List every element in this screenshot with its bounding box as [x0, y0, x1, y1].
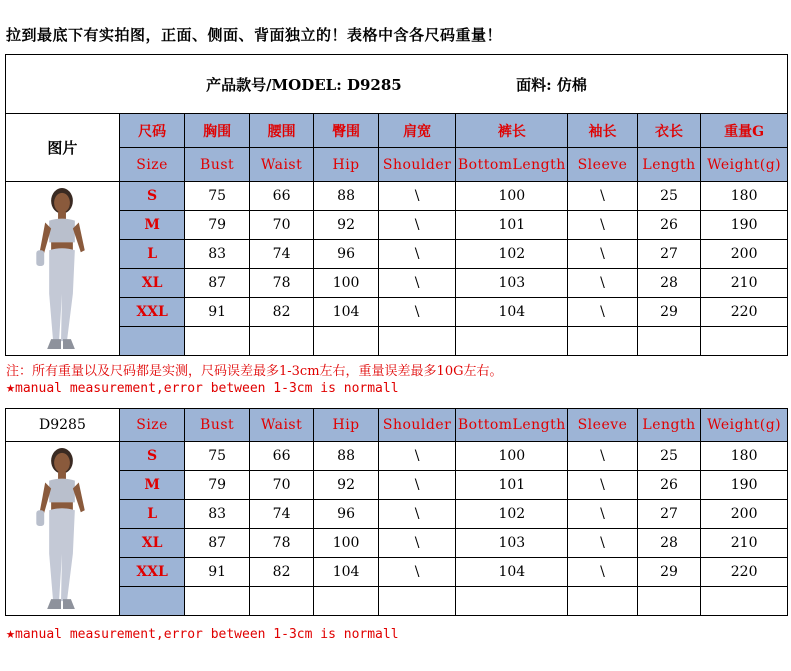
value-cell: \: [378, 182, 456, 211]
value-cell: 75: [185, 182, 249, 211]
empty-cell: [568, 587, 638, 616]
value-cell: \: [568, 269, 638, 298]
model-photo: [27, 185, 97, 353]
value-cell: 92: [314, 471, 378, 500]
header-cn-size: 尺码: [119, 114, 185, 148]
empty-cell: [637, 587, 700, 616]
value-cell: 100: [456, 442, 568, 471]
value-cell: 100: [314, 529, 378, 558]
value-cell: 101: [456, 471, 568, 500]
empty-cell: [314, 587, 378, 616]
photo-cell: [6, 182, 120, 356]
value-cell: 180: [701, 182, 788, 211]
value-cell: 190: [701, 471, 788, 500]
fabric-label: 面料: 仿棉: [516, 75, 587, 94]
size-cell: S: [119, 442, 185, 471]
value-cell: \: [568, 471, 638, 500]
header-en-length: Length: [637, 148, 700, 182]
value-cell: 27: [637, 240, 700, 269]
empty-cell: [185, 327, 249, 356]
header-cn-bust: 胸围: [185, 114, 249, 148]
value-cell: \: [568, 298, 638, 327]
header-en-sleeve: Sleeve: [568, 148, 638, 182]
value-cell: 210: [701, 269, 788, 298]
model-label: 产品款号/MODEL: D9285: [206, 75, 402, 94]
header-en-waist: Waist: [249, 148, 313, 182]
empty-cell: [456, 327, 568, 356]
size-cell: M: [119, 471, 185, 500]
value-cell: 66: [249, 182, 313, 211]
value-cell: 103: [456, 529, 568, 558]
empty-cell: [378, 587, 456, 616]
value-cell: 180: [701, 442, 788, 471]
value-cell: 91: [185, 558, 249, 587]
value-cell: 29: [637, 298, 700, 327]
table2-model: D9285: [6, 409, 120, 442]
value-cell: \: [378, 211, 456, 240]
header-en-hip: Hip: [314, 148, 378, 182]
value-cell: 87: [185, 529, 249, 558]
table-row: [6, 211, 788, 240]
size-cell: L: [119, 240, 185, 269]
value-cell: 88: [314, 182, 378, 211]
value-cell: \: [568, 182, 638, 211]
t2-header-size: Size: [119, 409, 185, 442]
value-cell: \: [378, 558, 456, 587]
size-table-2: [5, 408, 788, 616]
value-cell: 74: [249, 500, 313, 529]
header-en-size: Size: [119, 148, 185, 182]
table-row: [6, 558, 788, 587]
value-cell: 78: [249, 269, 313, 298]
t2-header-shoulder: Shoulder: [378, 409, 456, 442]
value-cell: 82: [249, 558, 313, 587]
value-cell: 91: [185, 298, 249, 327]
size-cell: M: [119, 211, 185, 240]
header-en-weight: Weight(g): [701, 148, 788, 182]
value-cell: 87: [185, 269, 249, 298]
value-cell: \: [378, 500, 456, 529]
empty-cell: [456, 587, 568, 616]
table-row: [6, 529, 788, 558]
value-cell: \: [568, 558, 638, 587]
t2-header-weight: Weight(g): [701, 409, 788, 442]
empty-cell: [185, 587, 249, 616]
header-cn-sleeve: 袖长: [568, 114, 638, 148]
note-english-1-text: manual measurement,error between 1-3cm is normall: [15, 381, 399, 396]
value-cell: 200: [701, 240, 788, 269]
empty-cell: [314, 327, 378, 356]
table-row: [6, 471, 788, 500]
size-cell: L: [119, 500, 185, 529]
value-cell: 25: [637, 182, 700, 211]
value-cell: 104: [456, 558, 568, 587]
note-english-2-text: manual measurement,error between 1-3cm is normall: [15, 627, 399, 642]
value-cell: \: [378, 442, 456, 471]
value-cell: 70: [249, 471, 313, 500]
header-cn-hip: 臀围: [314, 114, 378, 148]
header-en-shoulder: Shoulder: [378, 148, 456, 182]
value-cell: 200: [701, 500, 788, 529]
t2-header-hip: Hip: [314, 409, 378, 442]
value-cell: 26: [637, 211, 700, 240]
table-row: [6, 182, 788, 211]
value-cell: 82: [249, 298, 313, 327]
size-cell: S: [119, 182, 185, 211]
size-cell: XXL: [119, 558, 185, 587]
value-cell: 79: [185, 471, 249, 500]
model-photo: [27, 445, 97, 613]
note-english-2: [6, 624, 399, 642]
value-cell: 74: [249, 240, 313, 269]
value-cell: 104: [456, 298, 568, 327]
value-cell: 25: [637, 442, 700, 471]
value-cell: \: [568, 500, 638, 529]
photo-label: 图片: [6, 114, 120, 182]
value-cell: \: [378, 529, 456, 558]
empty-cell: [701, 587, 788, 616]
value-cell: 102: [456, 500, 568, 529]
header-en-bust: Bust: [185, 148, 249, 182]
value-cell: \: [378, 471, 456, 500]
table-row: [6, 269, 788, 298]
value-cell: 78: [249, 529, 313, 558]
star-icon: ★: [6, 378, 16, 396]
value-cell: 104: [314, 298, 378, 327]
t2-header-bust: Bust: [185, 409, 249, 442]
value-cell: 210: [701, 529, 788, 558]
table-row: [6, 240, 788, 269]
note-chinese: 注：所有重量以及尺码都是实测，尺码误差最多1-3cm左右，重量误差最多10G左右。: [6, 364, 503, 379]
value-cell: 190: [701, 211, 788, 240]
header-cn-length: 衣长: [637, 114, 700, 148]
value-cell: 104: [314, 558, 378, 587]
value-cell: 100: [314, 269, 378, 298]
t2-header-waist: Waist: [249, 409, 313, 442]
value-cell: \: [378, 298, 456, 327]
t2-header-length: Length: [637, 409, 700, 442]
header-en-bottom-length: BottomLength: [456, 148, 568, 182]
value-cell: \: [378, 269, 456, 298]
empty-row: [6, 587, 788, 616]
value-cell: 26: [637, 471, 700, 500]
value-cell: 83: [185, 240, 249, 269]
empty-cell: [249, 327, 313, 356]
value-cell: 96: [314, 240, 378, 269]
value-cell: 75: [185, 442, 249, 471]
size-table-1: [5, 54, 788, 356]
size-cell: XL: [119, 269, 185, 298]
size-cell: XL: [119, 529, 185, 558]
value-cell: 92: [314, 211, 378, 240]
photo-cell: [6, 442, 120, 616]
value-cell: 88: [314, 442, 378, 471]
star-icon: ★: [6, 624, 16, 642]
size-cell: XXL: [119, 298, 185, 327]
empty-cell: [119, 327, 185, 356]
empty-cell: [568, 327, 638, 356]
value-cell: 28: [637, 529, 700, 558]
value-cell: 27: [637, 500, 700, 529]
value-cell: \: [568, 442, 638, 471]
value-cell: \: [568, 211, 638, 240]
table-row: [6, 298, 788, 327]
value-cell: 29: [637, 558, 700, 587]
value-cell: 70: [249, 211, 313, 240]
header-cn-weight: 重量G: [701, 114, 788, 148]
t2-header-sleeve: Sleeve: [568, 409, 638, 442]
value-cell: \: [568, 240, 638, 269]
empty-cell: [637, 327, 700, 356]
value-cell: 101: [456, 211, 568, 240]
value-cell: 28: [637, 269, 700, 298]
t2-header-bottom-length: BottomLength: [456, 409, 568, 442]
empty-row: [6, 327, 788, 356]
value-cell: 79: [185, 211, 249, 240]
value-cell: 83: [185, 500, 249, 529]
table-row: [6, 442, 788, 471]
value-cell: 103: [456, 269, 568, 298]
empty-cell: [249, 587, 313, 616]
header-cn-bottom-length: 裤长: [456, 114, 568, 148]
value-cell: \: [378, 240, 456, 269]
value-cell: 100: [456, 182, 568, 211]
value-cell: 220: [701, 558, 788, 587]
value-cell: 66: [249, 442, 313, 471]
table-row: [6, 500, 788, 529]
note-english-1: [6, 378, 399, 396]
value-cell: 102: [456, 240, 568, 269]
header-cn-waist: 腰围: [249, 114, 313, 148]
top-banner: 拉到最底下有实拍图，正面、侧面、背面独立的！表格中含各尺码重量！: [6, 26, 503, 44]
empty-cell: [378, 327, 456, 356]
header-cn-shoulder: 肩宽: [378, 114, 456, 148]
value-cell: 96: [314, 500, 378, 529]
empty-cell: [119, 587, 185, 616]
value-cell: \: [568, 529, 638, 558]
empty-cell: [701, 327, 788, 356]
value-cell: 220: [701, 298, 788, 327]
